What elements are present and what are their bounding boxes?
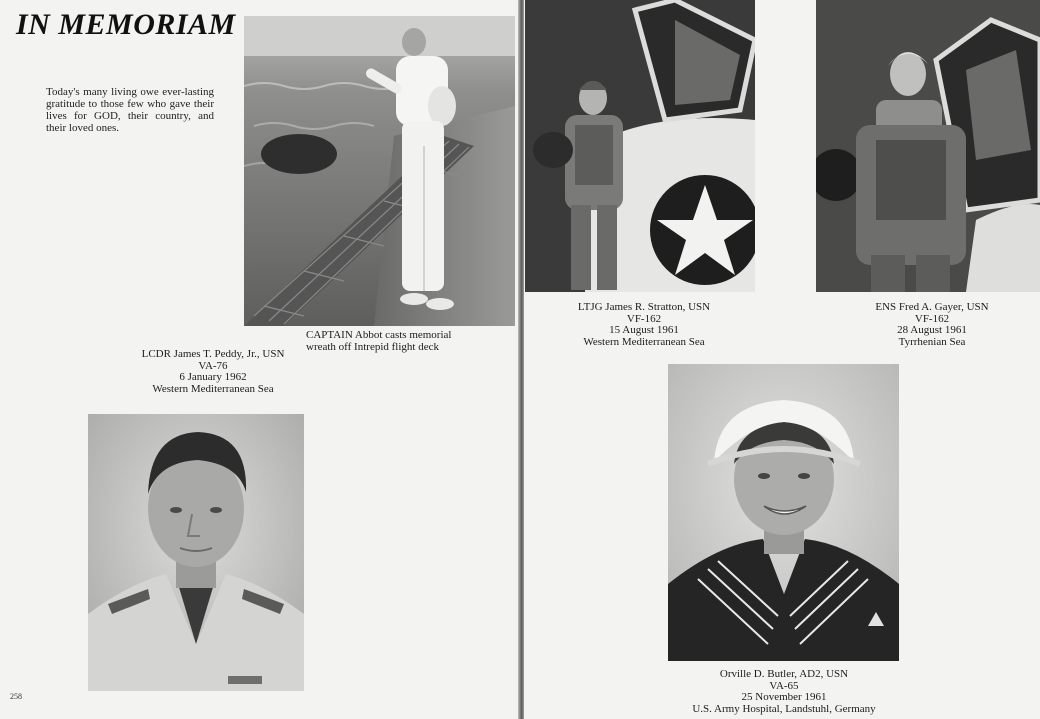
butler-portrait [668, 364, 899, 661]
gayer-photo [816, 0, 1040, 292]
gayer-caption [842, 302, 1022, 348]
butler-unit: VA-65 [769, 679, 799, 692]
right-page [524, 0, 1040, 719]
peddy-caption [98, 349, 328, 395]
page-number: 258 [10, 692, 22, 701]
stratton-unit: VF-162 [626, 312, 662, 325]
captain-wreath-photo [244, 16, 515, 326]
gayer-unit: VF-162 [914, 312, 950, 325]
stratton-photo [525, 0, 755, 292]
butler-name: Orville D. Butler, AD2, USN [719, 668, 849, 680]
peddy-place: Western Mediterranean Sea [152, 382, 274, 395]
peddy-date: 6 January 1962 [179, 371, 247, 383]
butler-date: 25 November 1961 [741, 691, 827, 703]
stratton-caption [544, 302, 744, 348]
stratton-place: Western Mediterranean Sea [583, 335, 705, 348]
stratton-name: LTJG James R. Stratton, USN [577, 301, 711, 313]
gayer-date: 28 August 1961 [897, 324, 967, 336]
peddy-name: LCDR James T. Peddy, Jr., USN [141, 348, 285, 360]
butler-caption [670, 669, 898, 715]
peddy-portrait [88, 414, 304, 691]
peddy-unit: VA-76 [198, 359, 228, 372]
butler-place: U.S. Army Hospital, Landstuhl, Germany [692, 702, 876, 715]
intro-text: Today's many living owe ever-lasting gratitude to those few who gave their lives for GOD, their country, and their loved ones. [46, 86, 214, 134]
page-title: IN MEMORIAM [16, 8, 236, 41]
captain-caption-line2: wreath off Intrepid flight deck [306, 340, 439, 353]
gayer-place: Tyrrhenian Sea [898, 335, 966, 348]
gayer-name: ENS Fred A. Gayer, USN [875, 301, 989, 313]
stratton-date: 15 August 1961 [609, 324, 679, 336]
captain-caption-line1: CAPTAIN Abbot casts memorial [306, 329, 452, 341]
